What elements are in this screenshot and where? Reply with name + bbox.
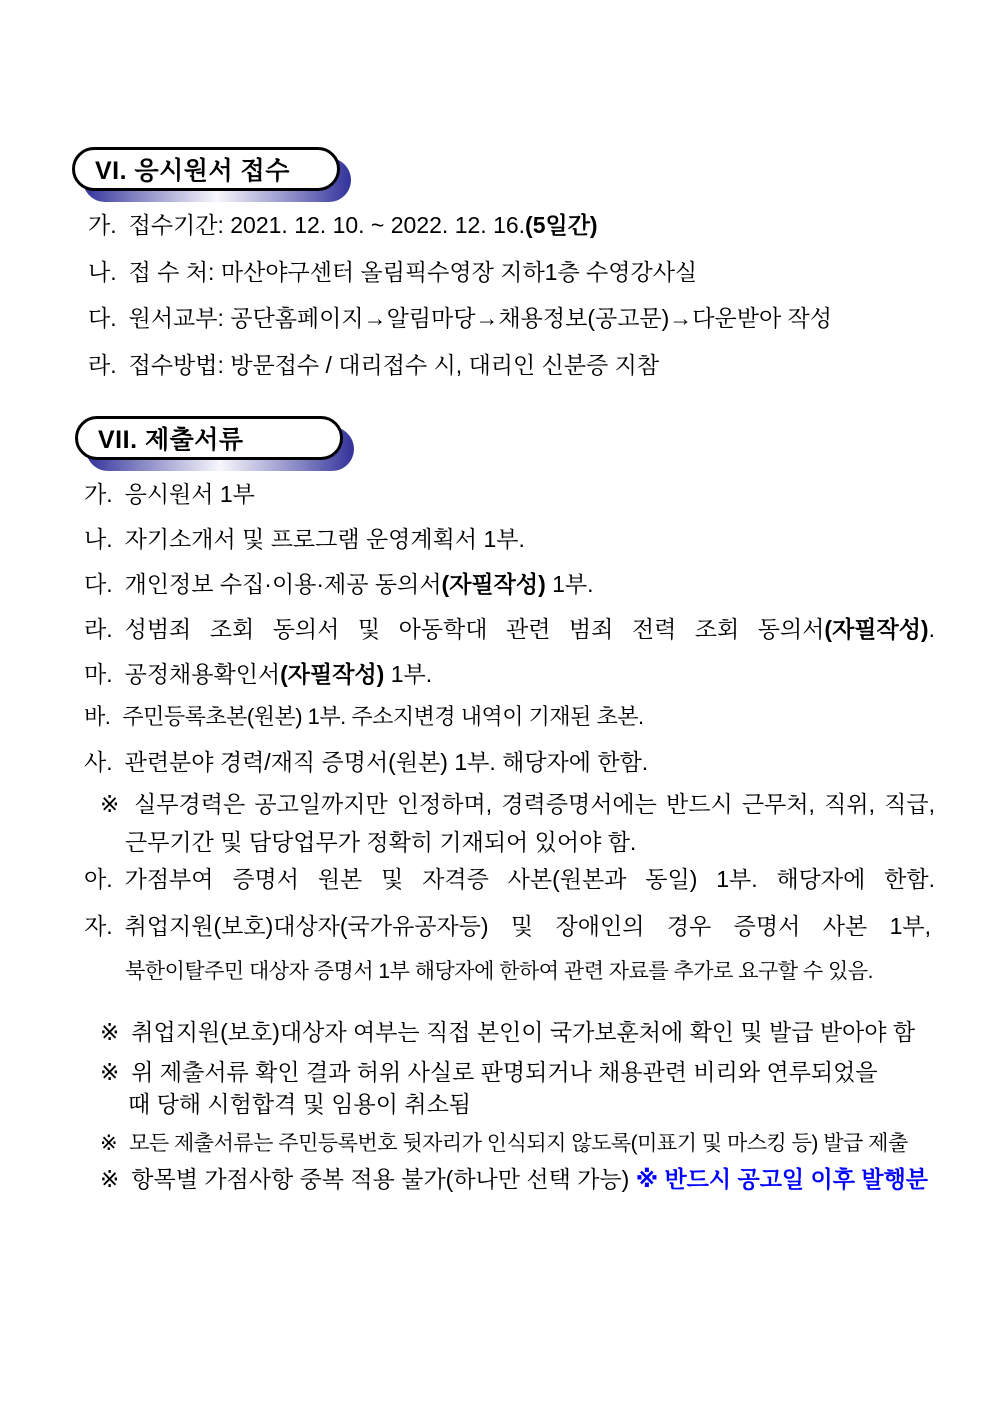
note-text: 실무경력은 공고일까지만 인정하며, 경력증명서에는 반드시 근무처, 직위, 직급,: [134, 791, 935, 817]
item-text: 관련분야 경력/재직 증명서(원본) 1부. 해당자에 한함.: [124, 749, 649, 775]
item-text: 자기소개서 및 프로그램 운영계획서 1부.: [124, 526, 525, 552]
note-item: [100, 790, 935, 818]
item-label: 가.: [84, 481, 113, 507]
note-marker: ※: [100, 791, 123, 817]
title-box: [75, 416, 343, 460]
note-marker: ※: [100, 1132, 118, 1155]
list-item: [88, 258, 992, 286]
item-text: 원서교부: 공단홈페이지→알림마당→채용정보(공고문)→다운받아 작성: [128, 305, 832, 331]
item-text-tail: .: [928, 616, 935, 642]
note-item: [100, 1058, 992, 1086]
item-text: 공정채용확인서: [124, 661, 281, 687]
list-item: [84, 480, 992, 508]
title-box: [72, 147, 340, 191]
item-text: 성범죄 조회 동의서 및 아동학대 관련 범죄 전력 조회 동의서: [124, 616, 825, 642]
note-text: 항목별 가점사항 중복 적용 불가(하나만 선택 가능): [131, 1166, 636, 1192]
note-text: 위 제출서류 확인 결과 허위 사실로 판명되거나 채용관련 비리와 연루되었을: [131, 1059, 878, 1085]
item-text-bold: (자필작성): [280, 661, 385, 687]
item-text: 접 수 처: 마산야구센터 올림픽수영장 지하1층 수영강사실: [128, 259, 698, 285]
note-text: 때 당해 시험합격 및 임용이 취소됨: [128, 1091, 472, 1117]
note-item: [100, 1018, 992, 1046]
list-item: [88, 211, 992, 239]
section-vi-title-box: [72, 147, 340, 191]
item-text-bold: (자필작성): [824, 616, 929, 642]
note-item: [100, 1165, 992, 1193]
list-item-continuation: [125, 958, 992, 986]
item-text: 주민등록초본(원본) 1부. 주소지변경 내역이 기재된 초본.: [122, 704, 644, 729]
note-marker: ※: [100, 1019, 120, 1045]
item-label: 나.: [88, 259, 117, 285]
item-text-tail: 1부.: [545, 571, 594, 597]
item-label: 다.: [84, 571, 113, 597]
item-text-tail: 1부.: [384, 661, 433, 687]
list-item: [88, 351, 992, 379]
item-text: 취업지원(보호)대상자(국가유공자등) 및 장애인의 경우 증명서 사본 1부,: [124, 913, 931, 939]
list-item: [84, 615, 935, 643]
item-text: 가점부여 증명서 원본 및 자격증 사본(원본과 동일) 1부. 해당자에 한함.: [124, 866, 935, 892]
item-label: 라.: [84, 616, 113, 642]
section-title: VI. 응시원서 접수: [95, 157, 290, 185]
item-text-bold: (5일간): [525, 212, 598, 238]
note-marker: ※: [100, 1059, 120, 1085]
section-vii-title-box: [75, 416, 343, 460]
note-text: 취업지원(보호)대상자 여부는 직접 본인이 국가보훈처에 확인 및 발급 받아야 함: [131, 1019, 916, 1045]
list-item: [84, 865, 935, 893]
item-label: 가.: [88, 212, 117, 238]
section-title: VII. 제출서류: [98, 426, 244, 454]
note-item-continuation: [128, 1090, 992, 1118]
item-label: 다.: [88, 305, 117, 331]
list-item: [84, 525, 992, 553]
note-item-continuation: [125, 828, 992, 856]
note-text-highlight: ※ 반드시 공고일 이후 발행분: [635, 1166, 929, 1192]
item-text-bold: (자필작성): [441, 571, 546, 597]
note-item: [100, 1130, 992, 1158]
item-label: 바.: [84, 704, 111, 729]
note-marker: ※: [100, 1166, 120, 1192]
note-text: 근무기간 및 담당업무가 정확히 기재되어 있어야 함.: [125, 829, 637, 855]
list-item: [84, 660, 992, 688]
list-item: [84, 912, 931, 940]
item-text: 접수기간: 2021. 12. 10. ~ 2022. 12. 16.: [128, 212, 526, 238]
item-text: 북한이탈주민 대상자 증명서 1부 해당자에 한하여 관련 자료를 추가로 요구할 수 있음.: [125, 960, 873, 983]
list-item: [88, 304, 992, 332]
list-item: [84, 748, 992, 776]
note-text: 모든 제출서류는 주민등록번호 뒷자리가 인식되지 않도록(미표기 및 마스킹 등) 발급 제출: [129, 1132, 908, 1155]
item-label: 마.: [84, 661, 113, 687]
item-label: 라.: [88, 352, 117, 378]
item-text: 개인정보 수집·이용·제공 동의서: [124, 571, 442, 597]
list-item: [84, 570, 992, 598]
item-label: 사.: [84, 749, 113, 775]
item-text: 접수방법: 방문접수 / 대리접수 시, 대리인 신분증 지참: [128, 352, 660, 378]
list-item: [84, 703, 992, 731]
item-label: 나.: [84, 526, 113, 552]
item-label: 자.: [84, 913, 113, 939]
item-text: 응시원서 1부: [124, 481, 255, 507]
item-label: 아.: [84, 866, 113, 892]
